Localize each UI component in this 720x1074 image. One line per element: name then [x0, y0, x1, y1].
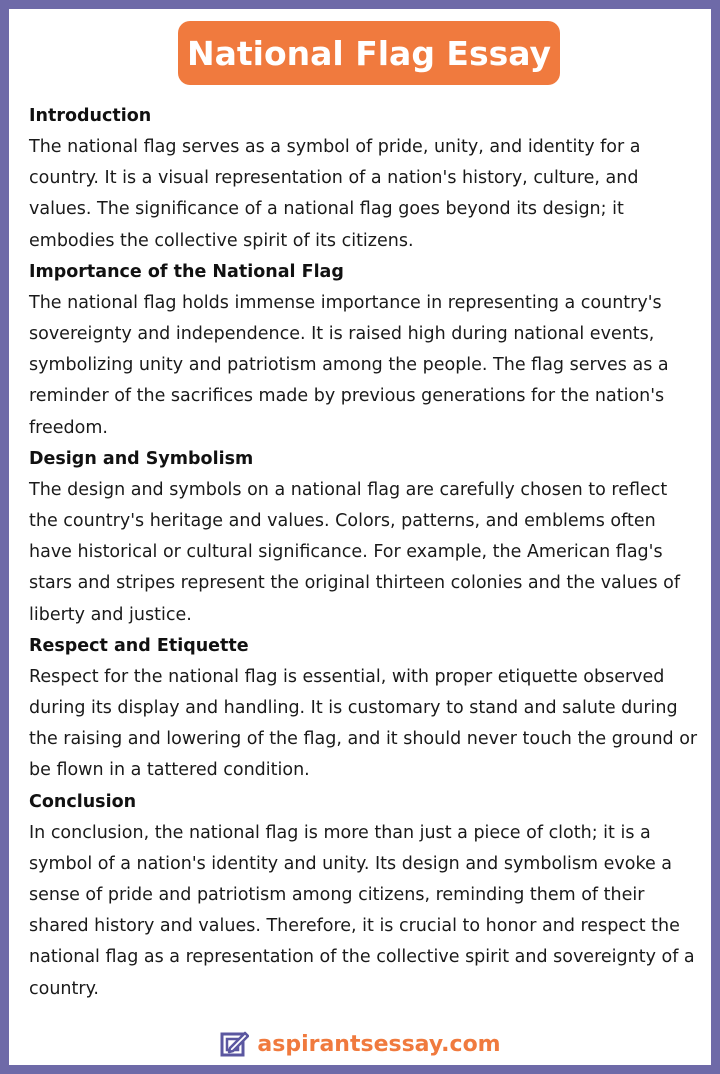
section-body: Respect for the national flag is essential, with proper etiquette observed during its display and handling. It is customary to stand and salute during the raising and lowering of the flag, and it should never touch the ground or be flown in a tattered condition. [29, 666, 698, 781]
section-body: The national flag holds immense importance in representing a country's sovereignty and independence. It is raised high during national events, symbolizing unity and patriotism among the people. The flag serves as a reminder of the sacrifices made by previous generations for the nation's freedom. [29, 292, 669, 438]
essay-content [29, 101, 701, 1005]
section-body: The national flag serves as a symbol of pride, unity, and identity for a country. It is a visual representation of a nation's history, culture, and values. The significance of a national flag goes beyond its design; it embodies the collective spirit of its citizens. [29, 137, 641, 251]
section-heading: Respect and Etiquette [29, 635, 249, 656]
section-respect-etiquette [29, 631, 701, 787]
site-name: aspirantsessay.com [257, 1031, 501, 1057]
section-heading: Conclusion [29, 791, 137, 812]
section-introduction [29, 101, 701, 257]
section-heading: Importance of the National Flag [29, 261, 344, 282]
section-body: In conclusion, the national flag is more than just a piece of cloth; it is a symbol of a nation's identity and unity. Its design and symbolism evoke a sense of pride and patriotism among citizens, reminding them of their shared history and values. Therefore, it is crucial to honor and respect the national flag as a representation of the collective spirit and sovereignty of a country. [29, 822, 695, 999]
section-conclusion [29, 787, 701, 1005]
section-heading: Introduction [29, 106, 152, 126]
page-title: National Flag Essay [186, 33, 552, 73]
edit-square-icon [219, 1029, 249, 1059]
title-banner [178, 21, 560, 85]
section-heading: Design and Symbolism [29, 448, 254, 469]
section-body: The design and symbols on a national flag are carefully chosen to reflect the country's heritage and values. Colors, patterns, and emblems often have historical or cultural significance. For example, the American flag's stars and stripes represent the original thirteen colonies and the values of liberty and justice. [29, 479, 681, 625]
section-importance [29, 257, 701, 444]
section-design-symbolism [29, 444, 701, 631]
essay-page [9, 9, 711, 1065]
footer-brand [9, 1026, 711, 1062]
